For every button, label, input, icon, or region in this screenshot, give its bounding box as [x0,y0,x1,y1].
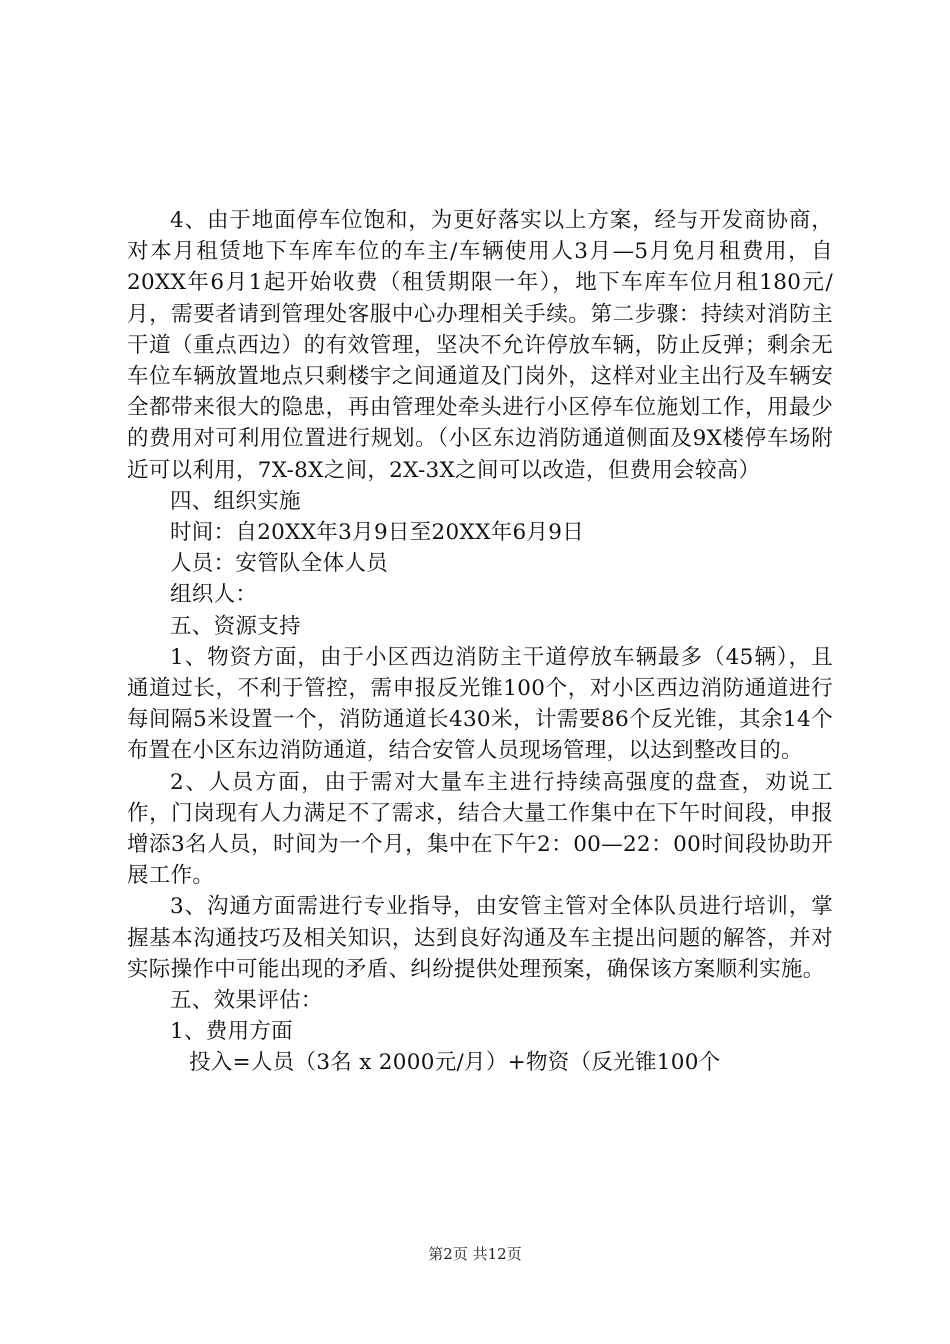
heading-effect-evaluation: 五、效果评估： [170,988,323,1014]
paragraph-communication: 3、沟通方面需进行专业指导，由安管主管对全体队员进行培训，掌握基本沟通技巧及相关知识，达到良好沟通及车主提出问题的解答，并对实际操作中可能出现的矛盾、纠纷提供处理预案，确保该方案顺利实施。 [127,894,833,982]
heading-resource-support: 五、资源支持 [170,613,301,639]
paragraph-organizer: 组织人： [170,582,258,608]
paragraph-parking-plan: 4、由于地面停车位饱和，为更好落实以上方案，经与开发商协商，对本月租赁地下车库车位的车主/车辆使用人3月—5月免月租费用，自20XX年6月1起开始收费（租赁期限一年），地下车库车位月租180元/月，需要者请到管理处客服中心办理相关手续。第二步骤：持续对消防主干道（重点西边）的有效管理，坚决不允许停放车辆，防止反弹；剩余无车位车辆放置地点只剩楼宇之间通道及门岗外，这样对业主出行及车辆安全都带来很大的隐患，再由管理处牵头进行小区停车位施划工作，用最少的费用对可利用位置进行规划。（小区东边消防通道侧面及9X楼停车场附近可以利用，7X-8X之间，2X-3X之间可以改造，但费用会较高） [127,208,833,483]
document-body [127,205,833,1079]
paragraph-staffing: 2、人员方面，由于需对大量车主进行持续高强度的盘查，劝说工作，门岗现有人力满足不了需求，结合大量工作集中在下午时间段，申报增添3名人员，时间为一个月，集中在下午2：00—22：00时间段协助开展工作。 [127,769,833,889]
page-footer: 第2页 共12页 [428,1245,522,1263]
paragraph-personnel: 人员：安管队全体人员 [170,551,389,577]
paragraph-cost-formula: 投入=人员（3名 x 2000元/月）+物资（反光锥100个 [189,1050,721,1076]
paragraph-materials: 1、物资方面，由于小区西边消防主干道停放车辆最多（45辆），且通道过长，不利于管控，需申报反光锥100个，对小区西边消防通道进行每间隔5米设置一个，消防通道长430米，计需要86个反光锥，其余14个布置在小区东边消防通道，结合安管人员现场管理，以达到整改目的。 [127,644,833,764]
heading-organization: 四、组织实施 [170,488,301,514]
paragraph-time: 时间：自20XX年3月9日至20XX年6月9日 [170,520,585,546]
paragraph-cost-heading: 1、费用方面 [170,1019,293,1045]
